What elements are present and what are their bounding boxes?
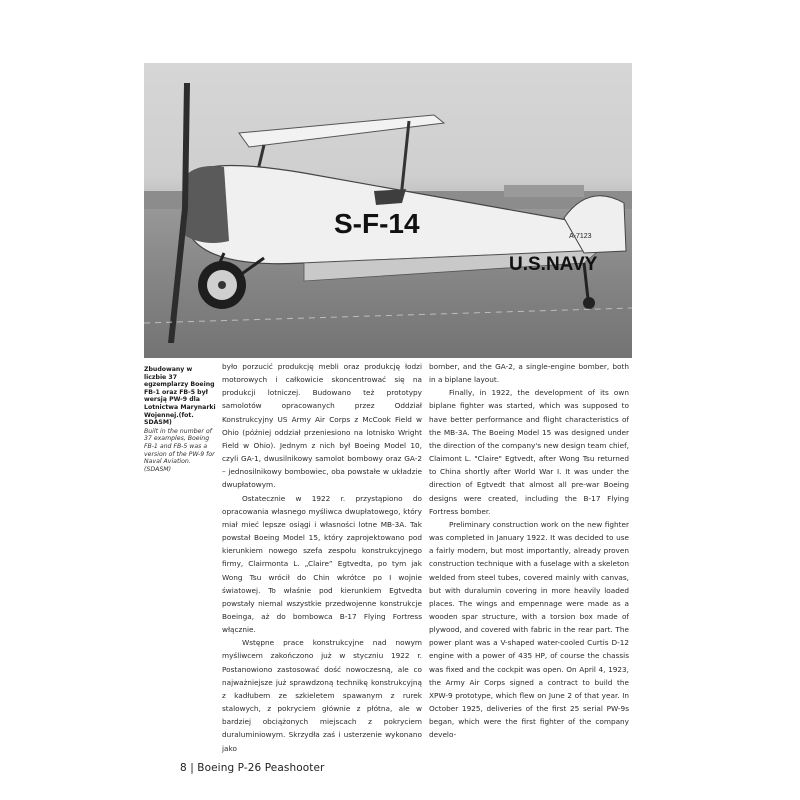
polish-paragraph-1: było porzucić produkcję mebli oraz produkcję łodzi motorowych i całkowicie skoncentrować się na produkcji lotniczej. Budowano też prototypy samolotów opracowanych przez Oddział Konstrukcyjny US Army Air Corps z McCook Field w Ohio (później oddział przeniesiono na lotnisko Wright Field w Ohio). Jednym z nich był Boeing Model 10, czyli GA-1, dwusilnikowy samolot bombowy oraz GA-2 – jednosilnikowy bombowiec, oba powstałe w układzie dwupłatowym.	[222, 362, 422, 490]
polish-paragraph-3: Wstępne prace konstrukcyjne nad nowym myśliwcem zakończono już w styczniu 1922 r. Postanowiono zastosować dość nowoczesną, ale co najważniejsze już sprawdzoną technikę konstrukcyjną z kadłubem ze szkieletem spawanym z rurek stalowych, z pokryciem głównie z płótna, ale w bardziej obciążonych miejscach z pokryciem duraluminiowym. Skrzydła zaś i usterzenie wykonano jako	[222, 638, 422, 753]
wheel-axle	[218, 281, 226, 289]
tail-serial-text: A-7123	[569, 233, 592, 240]
english-paragraph-1: bomber, and the GA-2, a single-engine bomber, both in a biplane layout.	[429, 362, 629, 385]
boeing-fb-biplane-illustration	[144, 63, 632, 358]
background-building-right	[504, 185, 584, 197]
polish-text-column	[222, 360, 422, 755]
upper-wing	[239, 115, 444, 147]
cockpit	[374, 189, 406, 205]
caption-polish: Zbudowany w liczbie 37 egzemplarzy Boeing FB-1 oraz FB-5 był wersją PW-9 dla Lotnictwa Marynarki Wojennej.(fot. SDASM)	[144, 366, 216, 427]
english-paragraph-3: Preliminary construction work on the new fighter was completed in January 1922. It was decided to use a fairly modern, but most importantly, already proven construction technique with a fuselage with a skeleton welded from steel tubes, covered mainly with canvas, but with duralumin covering in more heavily loaded places. The wings and empennage were made as a wooden spar structure, with a torsion box made of plywood, and covered with fabric in the rear part. The power plant was a V-shaped water-cooled Curtis D-12 engine with a power of 435 HP, of course the chassis was fixed and the cockpit was open. On April 4, 1923, the Army Air Corps signed a contract to build the XPW-9 prototype, which flew on June 2 of that year. In October 1925, deliveries of the first 25 serial PW-9s began, which were the first fighter of the company develo-	[429, 519, 629, 740]
side-lettering-text: U.S.NAVY	[509, 254, 598, 275]
engine-cowling	[184, 166, 229, 243]
page-footer: 8 | Boeing P-26 Peashooter	[180, 762, 325, 774]
polish-paragraph-2: Ostatecznie w 1922 r. przystąpiono do opracowania własnego myśliwca dwupłatowego, który miał mieć lepsze osiągi i własności lotne MB-3A. Tak powstał Boeing Model 15, który zaprojektowano pod kierunkiem nowego szefa zespołu konstrukcyjnego firmy, Clairmonta L. „Claire” Egtvedta, po tym jak Wong Tsu wrócił do Chin wkrótce po I wojnie światowej. To właśnie pod kierunkiem Egtvedta powstały niemal wszystkie przedwojenne konstrukcje Boeinga, aż do bombowca B-17 Flying Fortress włącznie.	[222, 493, 422, 635]
english-paragraph-2: Finally, in 1922, the development of its own biplane fighter was started, which was supposed to have better performance and flight characteristics of the MB-3A. The Boeing Model 15 was designed under the direction of the company's new design team chief, Claimont L. "Claire" Egtvedt, after Wong Tsu returned to China shortly after World War I. It was under the direction of Egtvedt that almost all pre-war Boeing designs were created, including the B-17 Flying Fortress bomber.	[429, 388, 629, 516]
tail-wheel	[583, 297, 595, 309]
photo-caption	[144, 366, 216, 473]
english-text-column	[429, 360, 629, 742]
caption-english: Built in the number of 37 examples, Boeing FB-1 and FB-5 was a version of the PW-9 for Naval Aviation. (SDASM)	[144, 427, 215, 473]
fuselage-marking-text: S-F-14	[334, 208, 420, 239]
biplane-photo	[144, 63, 632, 358]
